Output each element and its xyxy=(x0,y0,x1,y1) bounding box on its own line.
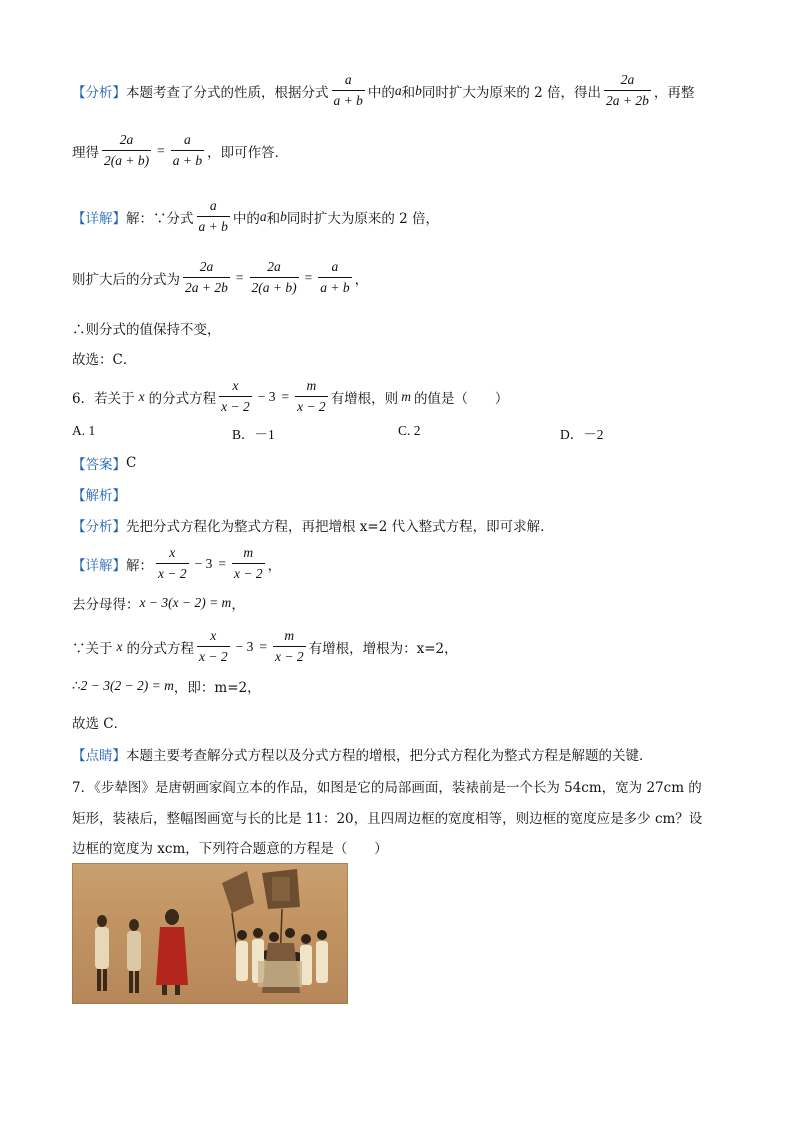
fraction-2a-over-2-paren: $\frac{2a}{2(a + b)}$ xyxy=(251,259,297,295)
text: ，即可作答． xyxy=(207,144,289,161)
fraction-2a-over-2-paren: $\frac{2a}{2(a + b)}$ xyxy=(104,132,150,168)
text: 和 xyxy=(401,84,416,101)
detail1-line4: 故选：C． xyxy=(72,352,137,368)
painting-image xyxy=(72,863,348,1004)
var-a: a xyxy=(394,82,402,98)
q7-line3: 边框的宽度为 xcm，下列符合题意的方程是（ ） xyxy=(72,841,388,857)
fraction-a-over-a-plus-b: $\frac{a}{a + b}$ xyxy=(172,132,203,168)
q6-step3: ∴ 2 − 3(2 − 2) = m ，即：m=2， xyxy=(72,678,261,696)
detail1-line1: 【详解】 解：∵分式 $\frac{a}{a + b}$ 中的 a 和 b 同时扩大为原来的 2 倍， xyxy=(72,198,440,234)
q6-stem: 6．若关于 x 的分式方程 $\frac{x}{x - 2}$ − 3 = $\frac{m}{x - 2}$ 有增根，则 m 的值是（ ） xyxy=(72,378,509,414)
detail1-line3: ∴则分式的值保持不变， xyxy=(72,322,221,338)
q6-jiexi: 【解析】 xyxy=(72,488,126,504)
option-a[interactable]: A. 1 xyxy=(72,423,96,438)
detail-tag: 【详解】 xyxy=(72,210,126,227)
q6-analysis: 【分析】 先把分式方程化为整式方程，再把增根 x=2 代入整式方程，即可求解． xyxy=(72,519,554,535)
q7-line1: 7．《步辇图》是唐朝画家阎立本的作品，如图是它的局部画面，装裱前是一个长为 54cm，宽为 27cm 的 xyxy=(72,780,702,796)
analysis1-line2: 理得 $\frac{2a}{2(a + b)}$ = $\frac{a}{a + b}$ ，即可作答． xyxy=(72,132,289,168)
var-b: b xyxy=(415,82,422,98)
text: 理得 xyxy=(72,144,99,161)
fraction-m-over-x-minus-2: $\frac{m}{x - 2}$ xyxy=(297,378,326,414)
option-d[interactable]: D．－2 xyxy=(560,427,604,442)
painting-drawing xyxy=(72,863,348,1004)
fraction-x-over-x-minus-2: $\frac{x}{x - 2}$ xyxy=(221,378,250,414)
q6-step2: ∵关于 x 的分式方程 $\frac{x}{x - 2}$ − 3 = $\frac{m}{x - 2}$ 有增根，增根为：x=2， xyxy=(72,628,458,664)
q7-line2: 矩形，装裱后，整幅图画宽与长的比是 11：20，且四周边框的宽度相等，则边框的宽度应是多少 cm？设 xyxy=(72,811,703,827)
fraction-a-over-a-plus-b: $\frac{a}{a + b}$ xyxy=(198,198,228,234)
fraction-a-over-a-plus-b: $\frac{a}{a + b}$ xyxy=(333,72,363,108)
q6-answer: 【答案】 C xyxy=(72,455,137,473)
fraction-2a-over-2a-plus-2b: $\frac{2a}{2a + 2b}$ xyxy=(606,72,649,108)
q6-choose: 故选 C． xyxy=(72,716,128,732)
text: 本题考查了分式的性质，根据分式 xyxy=(126,84,329,101)
text: 中的 xyxy=(367,84,395,101)
q6-step1: 去分母得： x − 3(x − 2) = m ， xyxy=(72,595,245,613)
analysis1-line1 xyxy=(72,72,694,109)
q6-comment: 【点睛】 本题主要考查解分式方程以及分式方程的增根，把分式方程化为整式方程是解题的关键． xyxy=(72,748,653,764)
fraction-a-over-a-plus-b: $\frac{a}{a + b}$ xyxy=(320,259,350,295)
analysis-tag: 【分析】 xyxy=(72,84,126,101)
text: ，再整 xyxy=(653,84,695,101)
text: 同时扩大为原来的 2 倍，得出 xyxy=(421,84,602,101)
q6-detail: 【详解】 解： $\frac{x}{x - 2}$ − 3 = $\frac{m}{x - 2}$ ， xyxy=(72,545,282,581)
option-b[interactable]: B．－1 xyxy=(232,427,275,442)
detail1-line2: 则扩大后的分式为 $\frac{2a}{2a + 2b}$ = $\frac{2a}{2(a + b)}$ = $\frac{a}{a + b}$ ， xyxy=(72,259,369,295)
fraction-2a-over-2a-plus-2b: $\frac{2a}{2a + 2b}$ xyxy=(185,259,228,295)
option-c[interactable]: C. 2 xyxy=(398,423,421,438)
